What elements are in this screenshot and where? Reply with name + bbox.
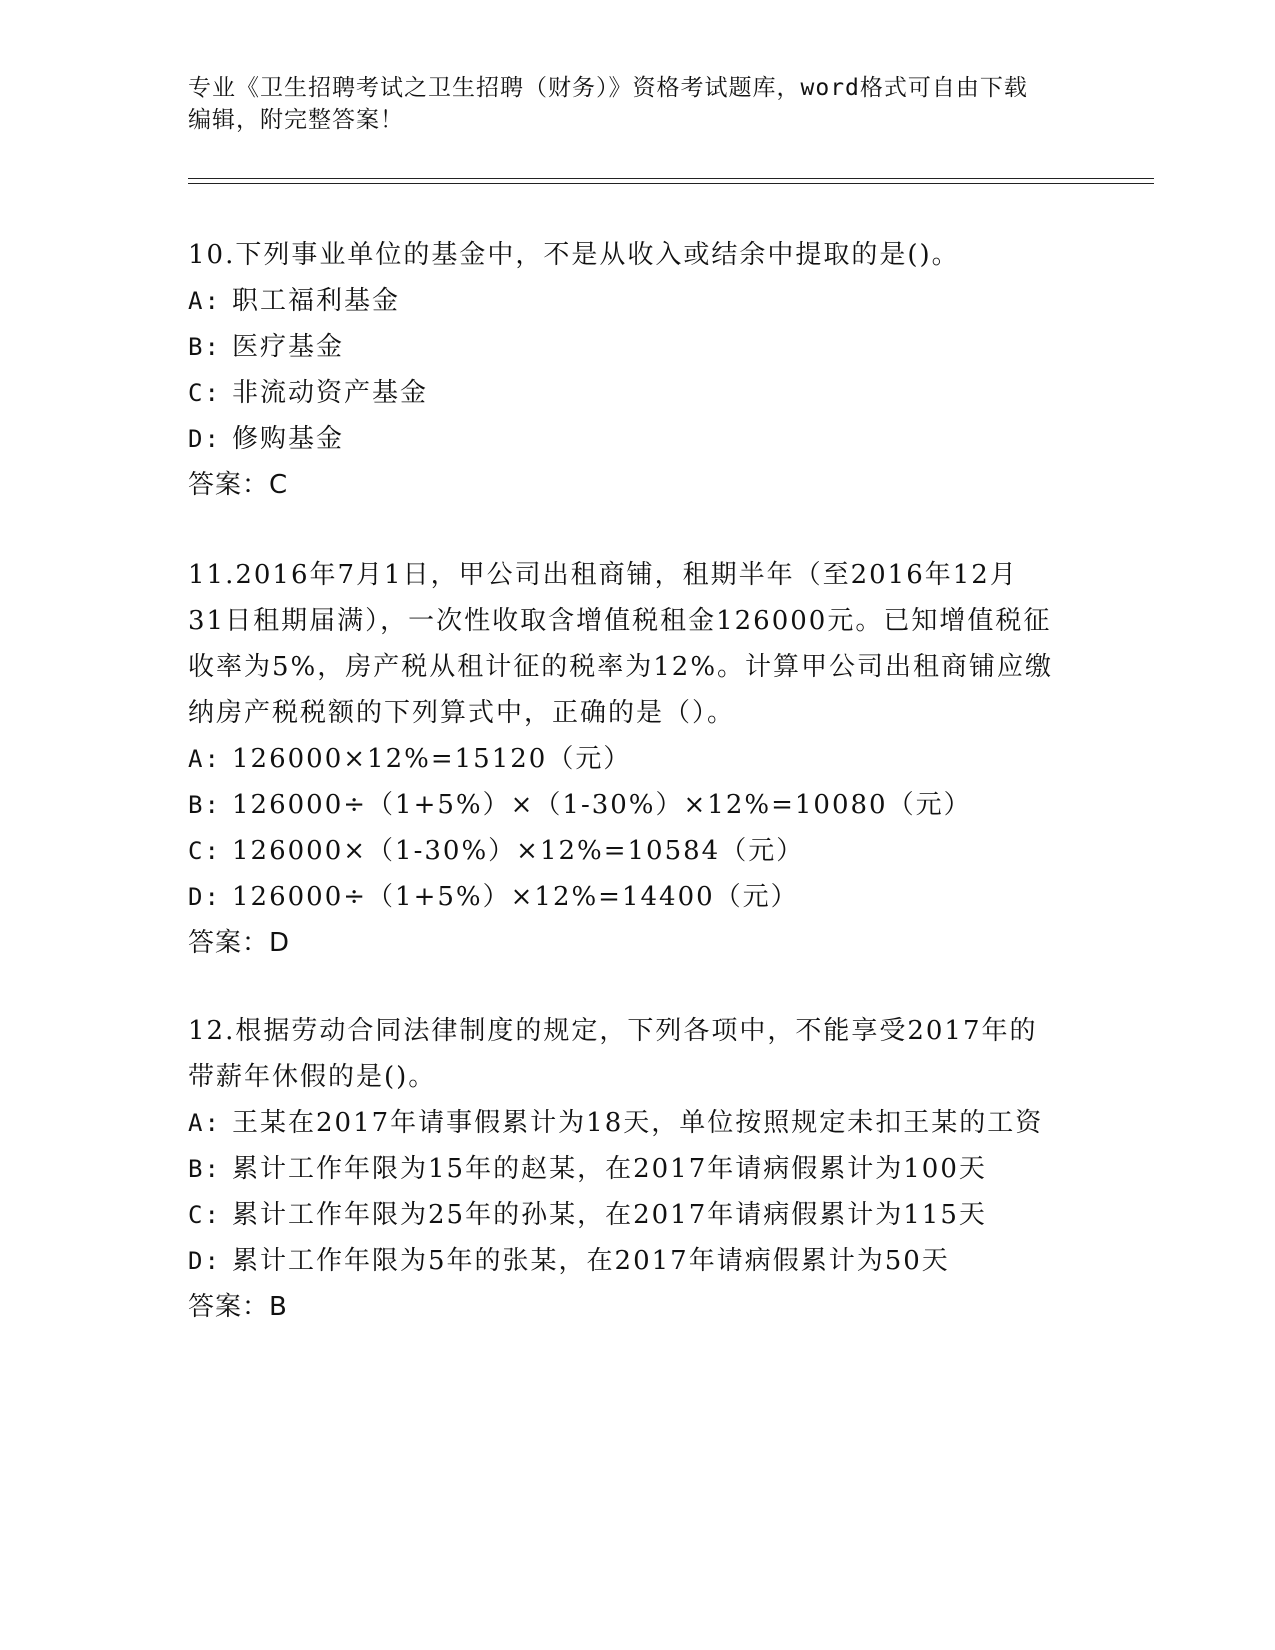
option-a — [188, 736, 1088, 782]
question-12 — [188, 1008, 1088, 1330]
option-text: 非流动资产基金 — [232, 378, 429, 408]
header-divider-bottom — [188, 183, 1154, 184]
question-stem-line: 11.2016年7月1日，甲公司出租商铺，租期半年（至2016年12月 — [188, 560, 1018, 590]
document-header — [188, 72, 1088, 136]
option-letter: C: — [188, 1201, 221, 1229]
question-stem-line: 纳房产税税额的下列算式中，正确的是（）。 — [188, 698, 736, 728]
option-c — [188, 1192, 1088, 1238]
option-text: 126000÷（1+5%）×（1-30%）×12%=10080（元） — [232, 790, 972, 820]
option-text: 医疗基金 — [232, 332, 345, 362]
option-b — [188, 324, 1088, 370]
option-d — [188, 1238, 1088, 1284]
option-text: 王某在2017年请事假累计为18天，单位按照规定未扣王某的工资 — [232, 1108, 1044, 1138]
question-stem-line: 10.下列事业单位的基金中，不是从收入或结余中提取的是()。 — [188, 240, 960, 270]
option-text: 修购基金 — [232, 424, 345, 454]
header-divider-top — [188, 178, 1154, 179]
answer-line: 答案：D — [188, 928, 291, 958]
option-text: 累计工作年限为25年的孙某，在2017年请病假累计为115天 — [232, 1200, 987, 1230]
answer-line: 答案：C — [188, 470, 289, 500]
question-stem-line: 12.根据劳动合同法律制度的规定，下列各项中，不能享受2017年的 — [188, 1016, 1038, 1046]
answer-line: 答案：B — [188, 1292, 288, 1322]
option-text: 职工福利基金 — [232, 286, 401, 316]
question-11 — [188, 552, 1088, 966]
option-letter: A: — [188, 1109, 221, 1137]
question-stem-line: 带薪年休假的是()。 — [188, 1062, 437, 1092]
option-text: 126000÷（1+5%）×12%=14400（元） — [232, 882, 799, 912]
question-stem-line: 31日租期届满），一次性收取含增值税租金126000元。已知增值税征 — [188, 606, 1052, 636]
option-letter: B: — [188, 791, 221, 819]
option-d — [188, 416, 1088, 462]
option-letter: A: — [188, 287, 221, 315]
option-letter: A: — [188, 745, 221, 773]
option-d — [188, 874, 1088, 920]
option-text: 累计工作年限为5年的张某，在2017年请病假累计为50天 — [232, 1246, 950, 1276]
option-b — [188, 782, 1088, 828]
option-letter: D: — [188, 883, 221, 911]
option-a — [188, 278, 1088, 324]
question-stem-line: 收率为5%，房产税从租计征的税率为12%。计算甲公司出租商铺应缴 — [188, 652, 1054, 682]
option-letter: D: — [188, 425, 221, 453]
option-text: 累计工作年限为15年的赵某，在2017年请病假累计为100天 — [232, 1154, 987, 1184]
option-letter: C: — [188, 837, 221, 865]
option-a — [188, 1100, 1088, 1146]
header-line-1: 专业《卫生招聘考试之卫生招聘（财务）》资格考试题库，word格式可自由下载 — [188, 75, 1028, 101]
option-letter: C: — [188, 379, 221, 407]
option-c — [188, 828, 1088, 874]
option-letter: B: — [188, 333, 221, 361]
option-letter: B: — [188, 1155, 221, 1183]
header-line-2: 编辑，附完整答案！ — [188, 107, 404, 133]
option-b — [188, 1146, 1088, 1192]
option-letter: D: — [188, 1247, 221, 1275]
option-c — [188, 370, 1088, 416]
option-text: 126000×（1-30%）×12%=10584（元） — [232, 836, 805, 866]
question-10 — [188, 232, 1088, 508]
option-text: 126000×12%=15120（元） — [232, 744, 632, 774]
